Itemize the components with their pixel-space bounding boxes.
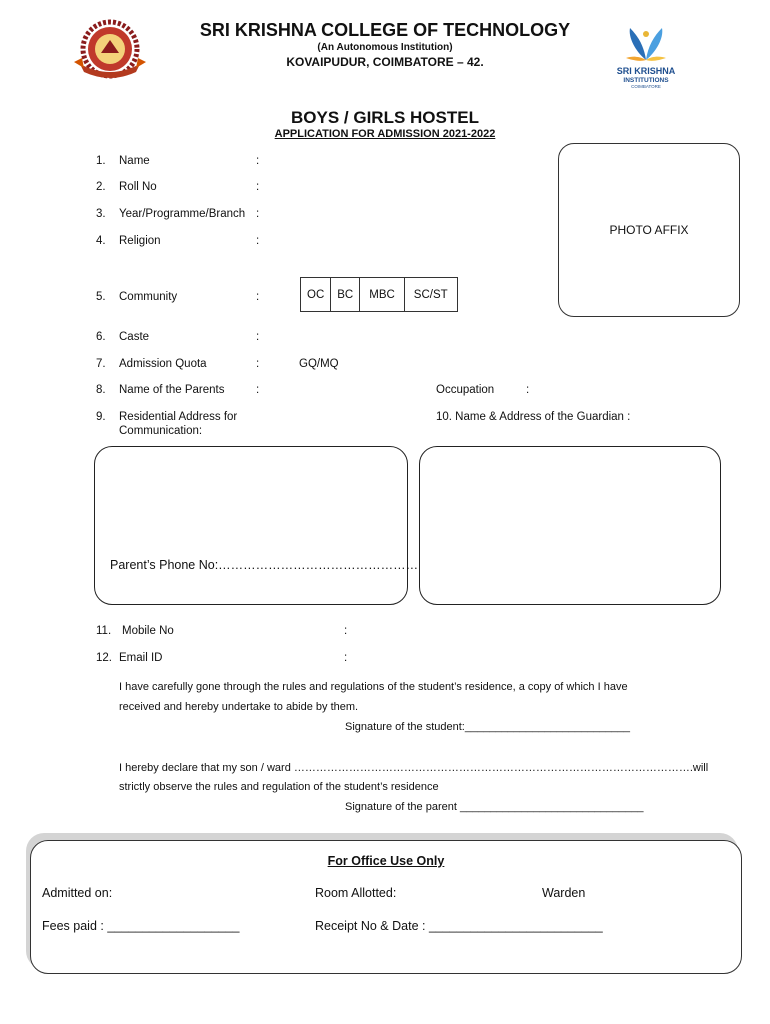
photo-affix-label: PHOTO AFFIX — [609, 223, 689, 237]
field-colon: : — [256, 208, 260, 220]
field-label-mobile-no: Mobile No — [122, 625, 174, 637]
field-colon: : — [256, 331, 260, 343]
logo-text-line3: COIMBATORE — [631, 84, 661, 89]
receipt-label: Receipt No & Date : _________________________ — [315, 919, 603, 933]
field-label-admission-quota: Admission Quota — [119, 358, 207, 370]
student-declaration-line1: I have carefully gone through the rules and regulations of the student’s residence, a copy of which I have — [119, 681, 628, 693]
field-label-community: Community — [119, 291, 178, 303]
college-name: SRI KRISHNA COLLEGE OF TECHNOLOGY — [199, 20, 571, 40]
field-label-residential-address: Residential Address for — [119, 411, 238, 423]
warden-label: Warden — [542, 886, 586, 900]
parent-declaration-line2: strictly observe the rules and regulation of the student’s residence — [119, 781, 439, 793]
parent-phone-label: Parent’s Phone No:………………………………………… — [110, 558, 419, 572]
field-label-guardian: 10. Name & Address of the Guardian : — [436, 411, 631, 423]
field-label-year-programme-branch: Year/Programme/Branch — [119, 208, 246, 220]
logo-text-line1: SRI KRISHNA — [616, 66, 676, 76]
field-label-name: Name — [119, 155, 150, 167]
field-label-email-id: Email ID — [119, 652, 163, 664]
student-declaration-line2: received and hereby undertake to abide by them. — [119, 701, 359, 713]
fees-paid-label: Fees paid : ___________________ — [42, 919, 240, 933]
community-option-oc[interactable]: OC — [301, 278, 331, 312]
room-allotted-label: Room Allotted: — [315, 886, 397, 900]
field-number: 5. — [96, 291, 106, 303]
field-colon: : — [256, 358, 260, 370]
field-label-occupation: Occupation — [436, 384, 495, 396]
field-number: 3. — [96, 208, 106, 220]
student-signature-line: Signature of the student:___________________________ — [345, 721, 631, 733]
residential-address-box[interactable] — [94, 446, 408, 605]
field-number: 1. — [96, 155, 106, 167]
field-label-religion: Religion — [119, 235, 161, 247]
field-number: 4. — [96, 235, 106, 247]
field-colon: : — [256, 291, 260, 303]
field-number: 9. — [96, 411, 106, 423]
community-option-mbc[interactable]: MBC — [360, 278, 405, 312]
admitted-on-label: Admitted on: — [42, 886, 113, 900]
logo-text-line2: INSTITUTIONS — [623, 77, 669, 84]
field-label-parents-name: Name of the Parents — [119, 384, 225, 396]
field-number: 12. — [96, 652, 112, 664]
field-number: 8. — [96, 384, 106, 396]
field-colon: : — [256, 155, 260, 167]
field-colon: : — [256, 384, 260, 396]
field-colon: : — [256, 235, 260, 247]
college-subtitle: (An Autonomous Institution) — [317, 42, 453, 53]
community-option-bc[interactable]: BC — [331, 278, 360, 312]
field-number: 2. — [96, 181, 106, 193]
field-colon: : — [344, 625, 348, 637]
form-title: BOYS / GIRLS HOSTEL — [291, 108, 479, 127]
field-number: 7. — [96, 358, 106, 370]
office-use-title: For Office Use Only — [327, 854, 445, 868]
community-options-table — [300, 277, 458, 312]
field-colon: : — [256, 181, 260, 193]
college-address: KOVAIPUDUR, COIMBATORE – 42. — [286, 55, 484, 69]
field-colon: : — [344, 652, 348, 664]
community-option-sc-st[interactable]: SC/ST — [404, 278, 457, 312]
field-label-communication: Communication: — [119, 425, 203, 437]
field-number: 11. — [96, 625, 112, 637]
guardian-address-box[interactable] — [419, 446, 721, 605]
parent-declaration-line1: I hereby declare that my son / ward ……………………………………………………………………………………………….will — [119, 762, 709, 774]
parent-signature-line: Signature of the parent ______________________________ — [345, 801, 644, 813]
field-label-caste: Caste — [119, 331, 150, 343]
field-colon: : — [526, 384, 530, 396]
form-subtitle: APPLICATION FOR ADMISSION 2021-2022 — [274, 128, 496, 140]
admission-quota-value: GQ/MQ — [299, 358, 339, 370]
field-label-roll-no: Roll No — [119, 181, 157, 193]
field-number: 6. — [96, 331, 106, 343]
